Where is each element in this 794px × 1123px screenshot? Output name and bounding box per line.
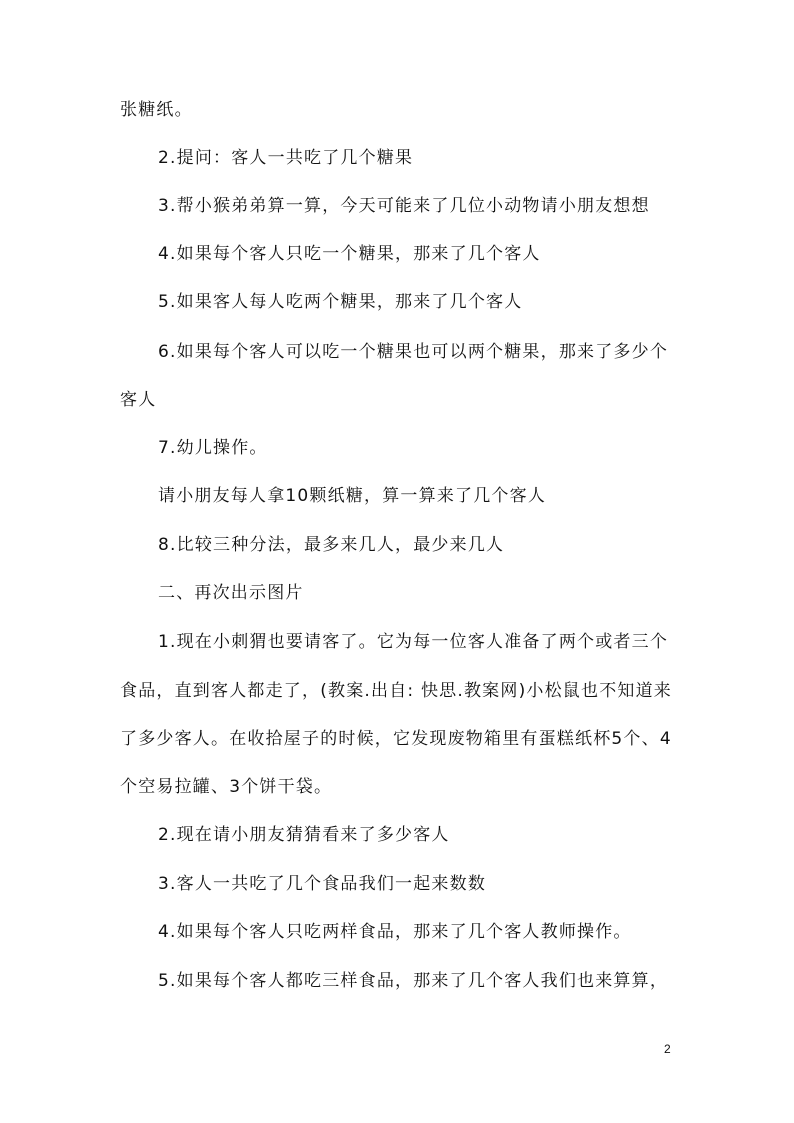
text-line-19: 5.如果每个客人都吃三样食品，那来了几个客人我们也来算算， [158,971,669,991]
text-line-2: 2.提问：客人一共吃了几个糖果 [158,148,414,168]
text-line-6: 6.如果每个客人可以吃一个糖果也可以两个糖果，那来了多少个 [158,342,669,362]
section-heading: 二、再次出示图片 [158,583,304,603]
text-line-18: 4.如果每个客人只吃两样食品，那来了几个客人教师操作。 [158,922,632,942]
text-line-12: 1.现在小刺猬也要请客了。它为每一位客人准备了两个或者三个 [158,632,669,652]
text-line-4: 4.如果每个客人只吃一个糖果，那来了几个客人 [158,244,541,264]
text-line-14: 了多少客人。在收拾屋子的时候，它发现废物箱里有蛋糕纸杯5个、4 [120,729,672,749]
page-number: 2 [664,1042,671,1056]
text-line-9: 请小朋友每人拿10颗纸糖，算一算来了几个客人 [158,486,547,506]
text-line-13: 食品，直到客人都走了，(教案.出自: 快思.教案网)小松鼠也不知道来 [120,681,673,701]
text-line-3: 3.帮小猴弟弟算一算，今天可能来了几位小动物请小朋友想想 [158,196,650,216]
text-line-5: 5.如果客人每人吃两个糖果，那来了几个客人 [158,292,523,312]
text-line-8: 7.幼儿操作。 [158,438,268,458]
text-line-16: 2.现在请小朋友猜猜看来了多少客人 [158,825,450,845]
text-line-10: 8.比较三种分法，最多来几人，最少来几人 [158,535,505,555]
text-line-17: 3.客人一共吃了几个食品我们一起来数数 [158,874,487,894]
text-line-7: 客人 [120,390,157,410]
text-line-15: 个空易拉罐、3个饼干袋。 [120,777,333,797]
text-line-1: 张糖纸。 [120,100,193,120]
